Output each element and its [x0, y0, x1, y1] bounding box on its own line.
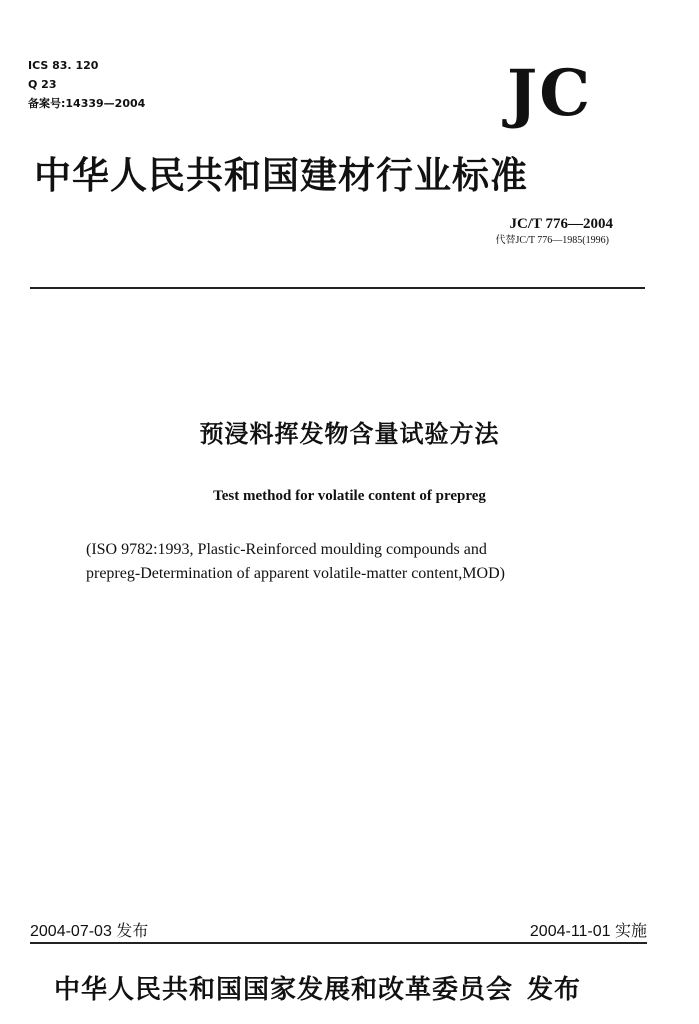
footer-divider [30, 942, 647, 944]
iso-reference-line-2: prepreg-Determination of apparent volatile-matter content,MOD) [86, 565, 505, 582]
standard-category-title: 中华人民共和国建材行业标准 [34, 153, 528, 197]
chinese-title: 预浸料挥发物含量试验方法 [199, 420, 500, 448]
iso-reference [86, 538, 606, 586]
english-title: Test method for volatile content of prepreg [213, 488, 486, 504]
standard-number-block [495, 215, 613, 249]
classification-code: Q 23 [28, 78, 57, 91]
issue-date: 2004-07-03 发布 [30, 923, 149, 940]
publisher-line [54, 968, 674, 1005]
publisher-name: 中华人民共和国国家发展和改革委员会 [54, 975, 514, 1005]
iso-reference-line-1: (ISO 9782:1993, Plastic-Reinforced moulding compounds and [86, 541, 487, 558]
implementation-date: 2004-11-01 实施 [529, 923, 647, 940]
replaces-standard: 代替JC/T 776—1985(1996) [495, 235, 609, 246]
ics-code: ICS 83. 120 [28, 59, 99, 72]
header-meta [28, 56, 145, 113]
jc-logo: JC [507, 56, 593, 131]
standard-code: JC/T 776—2004 [509, 216, 613, 232]
record-number: 备案号:14339—2004 [28, 97, 146, 110]
header-divider [30, 287, 645, 289]
publisher-issue-label: 发布 [527, 975, 582, 1005]
